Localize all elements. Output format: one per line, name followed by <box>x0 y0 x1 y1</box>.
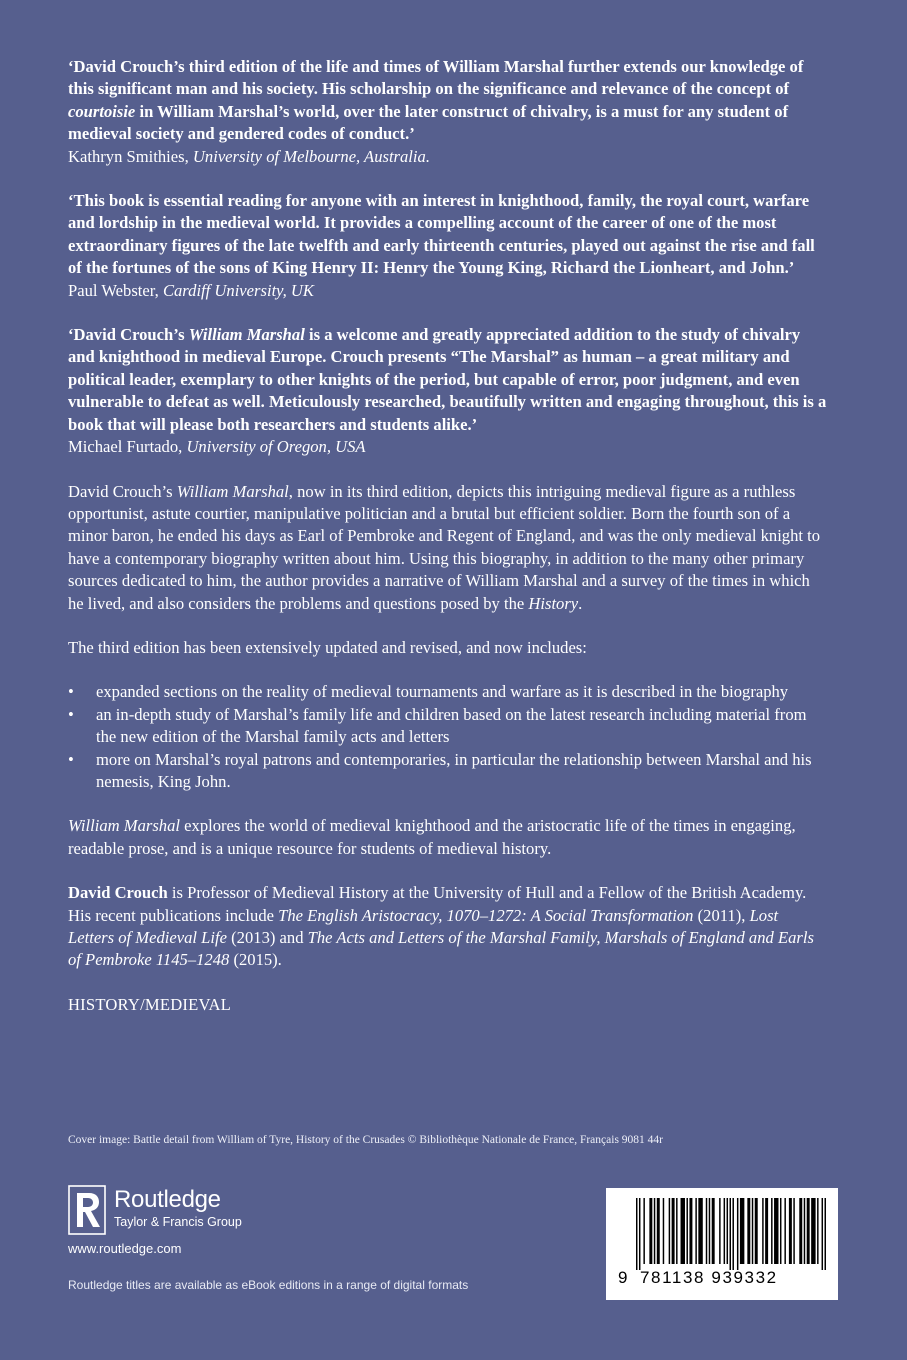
barcode-bar <box>740 1198 744 1264</box>
barcode-bar <box>804 1198 805 1264</box>
barcode-bar <box>681 1198 685 1264</box>
bullet-icon: • <box>68 749 74 769</box>
barcode-bar <box>771 1198 772 1264</box>
publisher-group: Taylor & Francis Group <box>114 1215 242 1229</box>
barcode-bar <box>765 1198 768 1264</box>
review-quote-1 <box>68 56 828 168</box>
barcode-bars <box>636 1198 826 1270</box>
barcode-bar <box>686 1198 687 1264</box>
publisher-website-link[interactable]: www.routledge.com <box>68 1241 182 1256</box>
barcode-bar <box>727 1198 728 1264</box>
barcode-bar <box>825 1198 826 1270</box>
new-content-list <box>68 681 828 793</box>
barcode-bar <box>672 1198 675 1264</box>
list-item: • more on Marshal’s royal patrons and contemporaries, in particular the relationship between Marshal and his nemesis, King John. <box>68 749 812 791</box>
barcode-bar <box>822 1198 823 1270</box>
list-item: • expanded sections on the reality of medieval tournaments and warfare as it is described in the biography <box>68 681 828 703</box>
publisher-name: Routledge <box>114 1186 221 1213</box>
barcode-bar <box>654 1198 655 1264</box>
subject-category: HISTORY/MEDIEVAL <box>68 994 232 1014</box>
barcode-bar <box>774 1198 778 1264</box>
barcode-bar <box>747 1198 750 1264</box>
quote-text: ‘David Crouch’s William Marshal is a welcome and greatly appreciated addition to the study of chivalry and knighthood in medieval Europe. Crouch presents “The Marshal” as human – a great military and political leader, exemplary to other knights of the period, but capable of error, poor judgment, and even vulnerable to defeat as well. Meticulously researched, beautifully written and engaging throughout, this is a book that will please both researchers and students alike.’ <box>68 325 827 434</box>
routledge-logo-icon <box>68 1185 106 1235</box>
barcode-bar <box>807 1198 810 1264</box>
barcode-bar <box>780 1198 781 1264</box>
author-bio: David Crouch is Professor of Medieval History at the University of Hull and a Fellow of the British Academy. His recent publications include The English Aristocracy, 1070–1272: A Social Transformation (2011), Lost Letters of Medieval Life (2013) and The Acts and Letters of the Marshal Family, Marshals of England and Earls of Pembroke 1145–1248 (2015). <box>68 883 814 970</box>
barcode-bar <box>669 1198 670 1264</box>
barcode-bar <box>636 1198 637 1270</box>
barcode-bar <box>649 1198 652 1264</box>
description-paragraph-1: David Crouch’s William Marshal, now in its third edition, depicts this intriguing medieval figure as a ruthless opportunist, astute courtier, manipulative politician and a brutal but efficient soldier. Born the fourth son of a minor baron, he ended his days as Earl of Pembroke and Regent of England, and was the only medieval knight to have a contemporary biography written about him. Using this biography, in addition to the many other primary sources dedicated to him, the author provides a narrative of William Marshal and a survey of the times in which he lived, and also considers the problems and questions posed by the History. <box>68 481 821 613</box>
barcode-bar <box>719 1198 720 1264</box>
bullet-icon: • <box>68 682 74 702</box>
barcode-bar <box>762 1198 763 1264</box>
barcode-bar <box>724 1198 725 1264</box>
barcode-bar <box>784 1198 785 1264</box>
barcode-bar <box>698 1198 702 1264</box>
isbn-barcode <box>606 1188 838 1300</box>
quote-text: ‘This book is essential reading for anyone with an interest in knighthood, family, the royal court, warfare and lordship in the medieval world. It provides a compelling account of the career of one of the most extraordinary figures of the late twelfth and early thirteenth centuries, played out against the rise and fall of the fortunes of the sons of King Henry II: Henry the Young King, Richard the Lionheart, and John.’ <box>68 191 815 278</box>
ebook-note: Routledge titles are available as eBook editions in a range of digital formats <box>68 1278 469 1292</box>
barcode-bar <box>730 1198 731 1270</box>
barcode-bar <box>799 1198 802 1264</box>
list-item: • an in-depth study of Marshal’s family life and children based on the latest research including material from the new edition of the Marshal family acts and letters <box>68 704 807 747</box>
review-quote-3 <box>68 324 828 458</box>
cover-image-credit: Cover image: Battle detail from William of Tyre, History of the Crusades © Bibliothèque Nationale de France, Français 9081 44r <box>68 1134 663 1146</box>
barcode-bar <box>752 1198 753 1264</box>
back-cover-text <box>68 56 828 1016</box>
barcode-bar <box>639 1198 640 1270</box>
barcode-bar <box>817 1198 818 1264</box>
description-paragraph-3: William Marshal explores the world of medieval knighthood and the aristocratic life of the times in engaging, readable prose, and is a unique resource for students of medieval history. <box>68 816 796 858</box>
barcode-bar <box>657 1198 660 1264</box>
barcode-bar <box>676 1198 677 1264</box>
barcode-bar <box>643 1198 644 1264</box>
barcode-bar <box>793 1198 794 1264</box>
quote-attribution: Kathryn Smithies, University of Melbourne, Australia. <box>68 146 430 166</box>
bullet-icon: • <box>68 704 74 724</box>
barcode-bar <box>663 1198 664 1264</box>
barcode-bar <box>712 1198 715 1264</box>
barcode-bar <box>732 1198 733 1270</box>
barcode-bar <box>789 1198 792 1264</box>
barcode-bar <box>755 1198 758 1264</box>
isbn-digits: 781138 939332 <box>640 1268 778 1287</box>
author-name: David Crouch <box>68 883 168 903</box>
quote-text: ‘David Crouch’s third edition of the life and times of William Marshal further extends our knowledge of this significant man and his society. His scholarship on the significance and relevance of the concept of courtoisie in William Marshal’s world, over the later construct of chivalry, is a must for any student of medieval society and gendered codes of conduct.’ <box>68 57 804 144</box>
quote-attribution: Michael Furtado, University of Oregon, USA <box>68 437 366 457</box>
quote-attribution: Paul Webster, Cardiff University, UK <box>68 280 314 300</box>
barcode-bar <box>689 1198 692 1264</box>
barcode-bar <box>695 1198 696 1264</box>
barcode-bar <box>706 1198 707 1264</box>
review-quote-2 <box>68 190 828 302</box>
barcode-bar <box>709 1198 710 1264</box>
barcode-bar <box>811 1198 815 1264</box>
publisher-logo <box>68 1185 288 1235</box>
barcode-bar <box>737 1198 738 1270</box>
isbn-lead-digit: 9 <box>618 1268 628 1287</box>
description-paragraph-2: The third edition has been extensively updated and revised, and now includes: <box>68 637 587 657</box>
